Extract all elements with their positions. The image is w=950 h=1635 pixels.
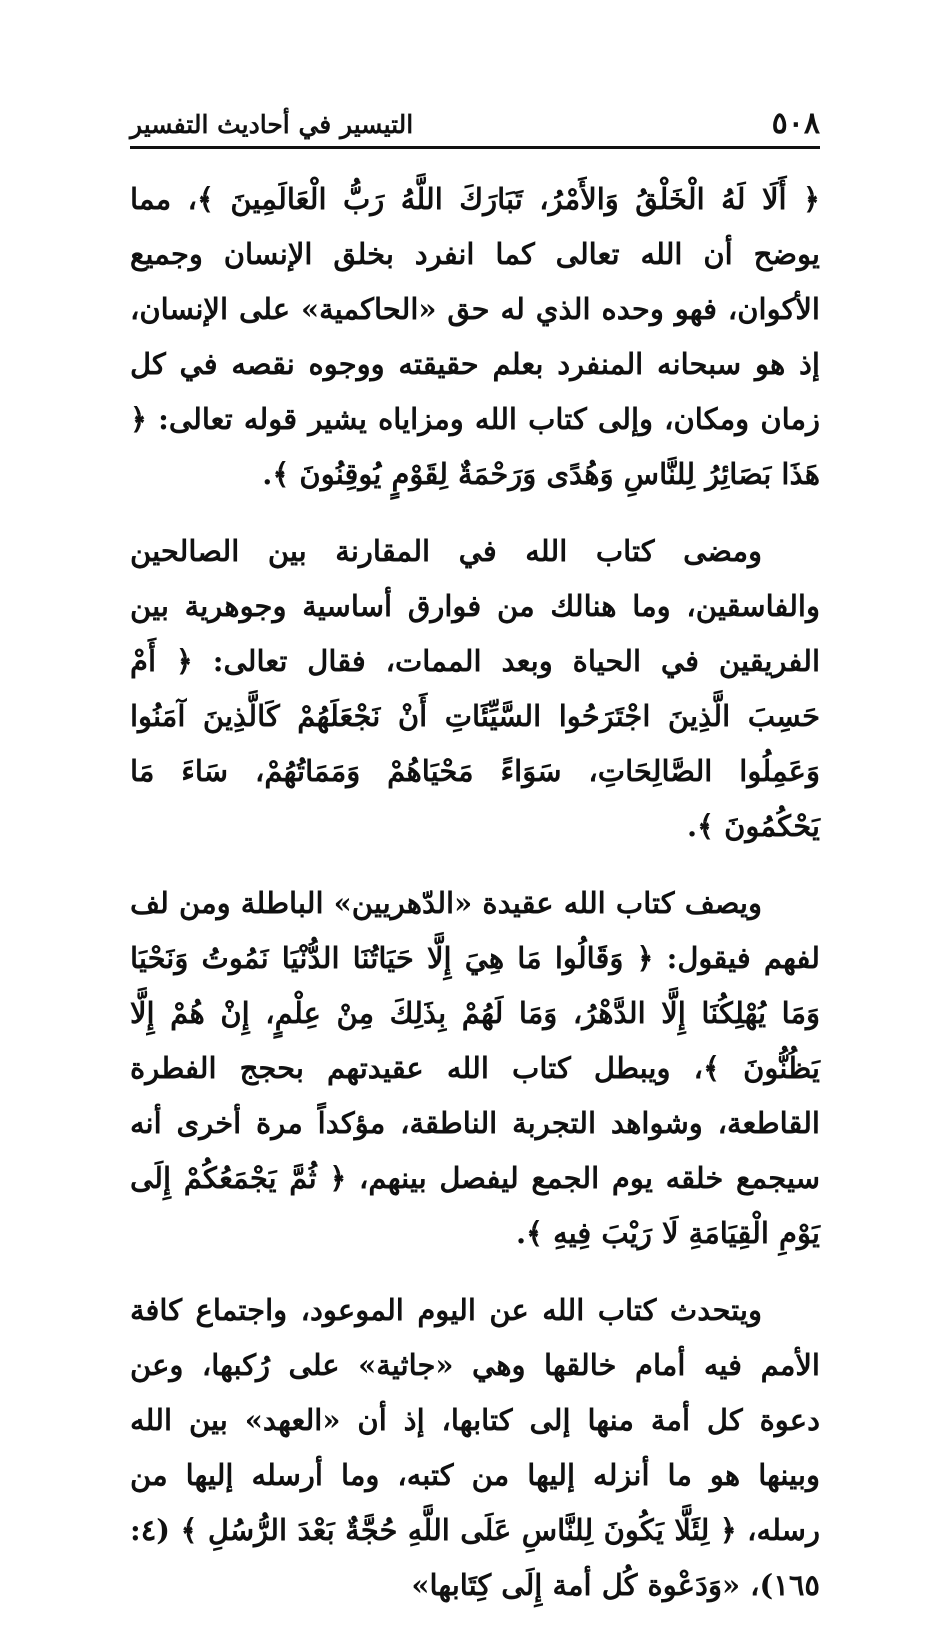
paragraph-2: ومضى كتاب الله في المقارنة بين الصالحين والفاسقين، وما هنالك من فوارق أساسية وجوهرية بين الفريقين في الحياة وبعد الممات، فقال تعالى: ﴿ أَمْ حَسِبَ الَّذِينَ اجْتَرَحُوا السَّيِّئَاتِ أَنْ نَجْعَلَهُمْ كَالَّذِينَ آمَنُوا وَعَمِلُوا الصَّالِحَاتِ، سَوَاءً مَحْيَاهُمْ وَمَمَاتُهُمْ، سَاءَ مَا يَحْكُمُونَ ﴾. <box>130 534 820 843</box>
page-number: ٥٠٨ <box>771 106 820 141</box>
page-header <box>130 100 820 149</box>
paragraph-1: ﴿ أَلَا لَهُ الْخَلْقُ وَالأَمْرُ، تَبَارَكَ اللَّهُ رَبُّ الْعَالَمِينَ ﴾، مما يوضح أن الله تعالى كما انفرد بخلق الإنسان وجميع الأكوان، فهو وحده الذي له حق «الحاكمية» على الإنسان، إذ هو سبحانه المنفرد بعلم حقيقته ووجوه نقصه في كل زمان ومكان، وإلى كتاب الله ومزاياه يشير قوله تعالى: ﴿ هَذَا بَصَائِرُ لِلنَّاسِ وَهُدًى وَرَحْمَةٌ لِقَوْمٍ يُوقِنُونَ ﴾. <box>130 182 820 491</box>
running-title: التيسير في أحاديث التفسير <box>130 110 414 139</box>
paragraph-3: ويصف كتاب الله عقيدة «الدّهريين» الباطلة ومن لف لفهم فيقول: ﴿ وَقَالُوا مَا هِيَ إِلَّا حَيَاتُنَا الدُّنْيَا نَمُوتُ وَنَحْيَا وَمَا يُهْلِكُنَا إِلَّا الدَّهْرُ، وَمَا لَهُمْ بِذَلِكَ مِنْ عِلْمٍ، إِنْ هُمْ إِلَّا يَظُنُّونَ ﴾، ويبطل كتاب الله عقيدتهم بحجج الفطرة القاطعة، وشواهد التجربة الناطقة، مؤكداً مرة أخرى أنه سيجمع خلقه يوم الجمع ليفصل بينهم، ﴿ ثُمَّ يَجْمَعُكُمْ إِلَى يَوْمِ الْقِيَامَةِ لَا رَيْبَ فِيهِ ﴾. <box>130 886 820 1250</box>
body-text <box>130 172 820 1635</box>
paragraph-4: ويتحدث كتاب الله عن اليوم الموعود، واجتماع كافة الأمم فيه أمام خالقها وهي «جاثية» على رُكبها، وعن دعوة كل أمة منها إلى كتابها، إذ أن «العهد» بين الله وبينها هو ما أنزله إليها من كتبه، وما أرسله إليها من رسله، ﴿ لِئَلَّا يَكُونَ لِلنَّاسِ عَلَى اللَّهِ حُجَّةٌ بَعْدَ الرُّسُلِ ﴾ (٤: ١٦٥)، «وَدَعْوة كُل أمة إِلَى كِتَابها» <box>130 1293 820 1602</box>
